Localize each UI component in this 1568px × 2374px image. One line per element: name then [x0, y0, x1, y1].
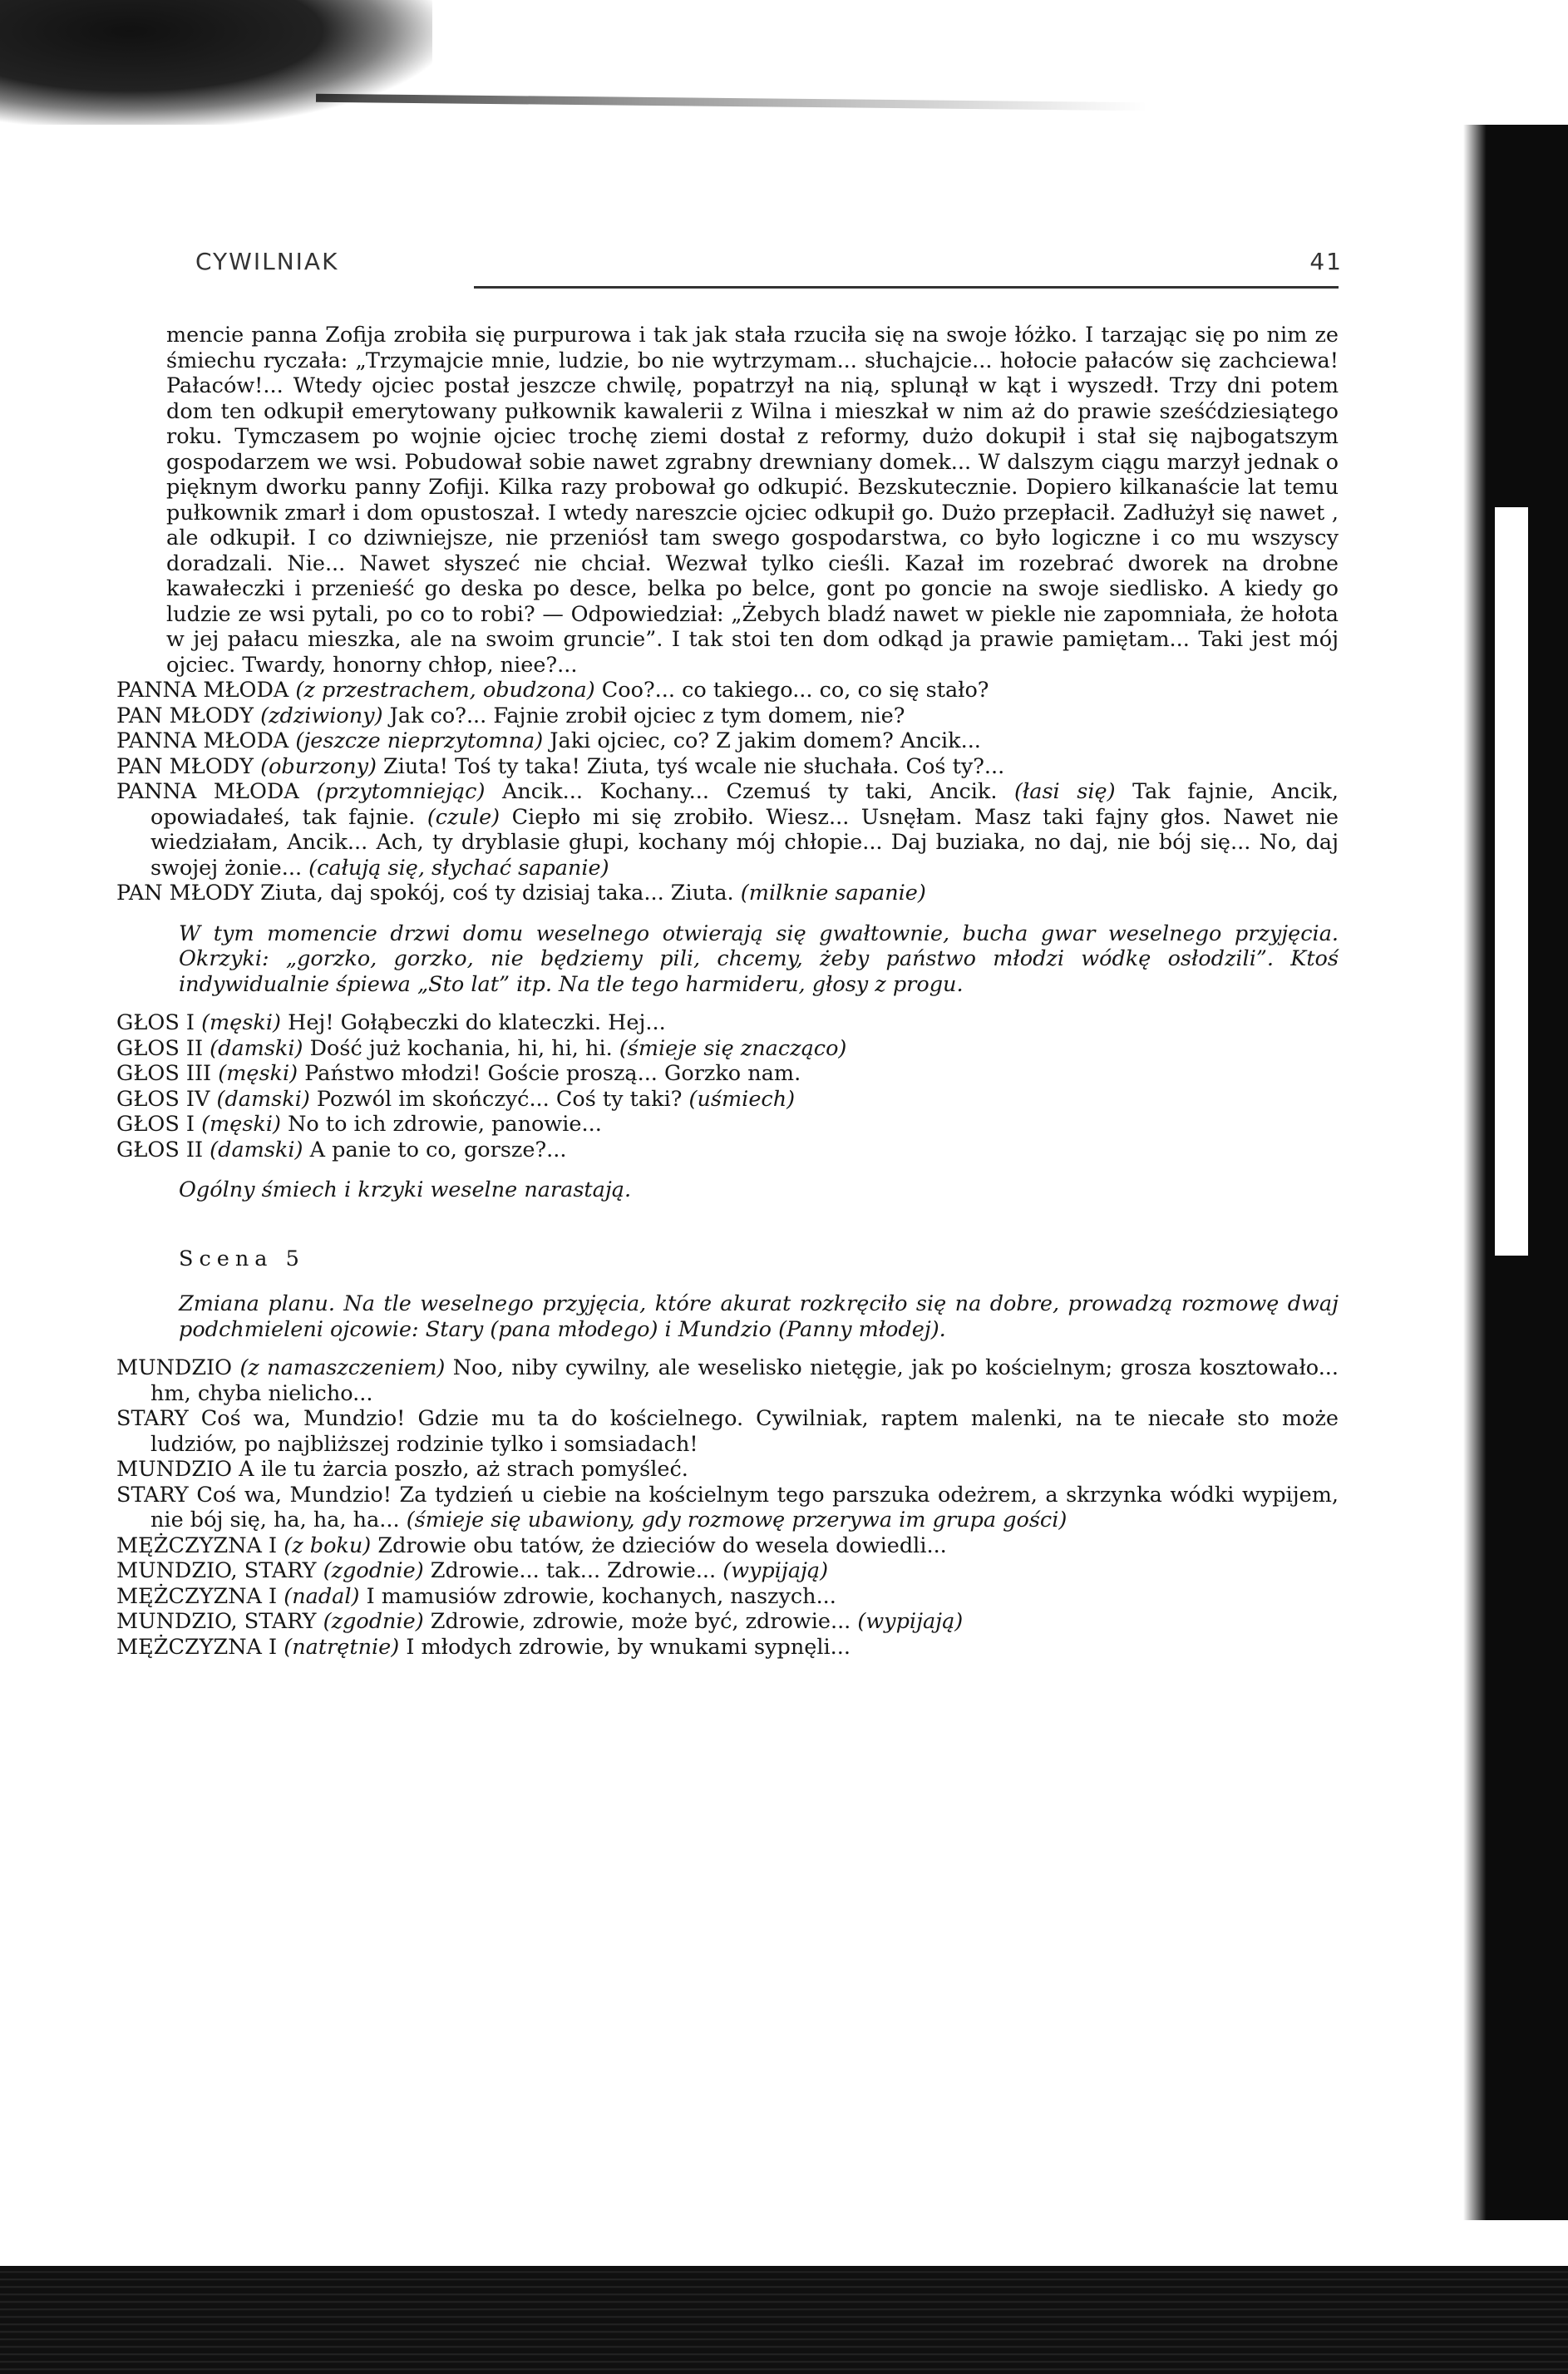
speaker-note: (czule) [427, 804, 500, 830]
speech-text: I młodych zdrowie, by wnukami sypnęli... [406, 1634, 851, 1660]
running-title: CYWILNIAK [195, 248, 339, 275]
speech-line [116, 1355, 1339, 1406]
speaker-note: (zdziwiony) [260, 703, 383, 728]
speaker-name: PAN MŁODY [116, 753, 254, 779]
speaker-note: (damski) [210, 1137, 303, 1162]
speaker-note: (śmieje się znacząco) [619, 1035, 847, 1061]
scan-right-edge [1463, 125, 1568, 2220]
speech-text: Hej! Gołąbeczki do klateczki. Hej... [288, 1010, 666, 1035]
speaker-name: PAN MŁODY [116, 881, 254, 906]
speaker-note: (natrętnie) [284, 1634, 400, 1660]
speaker-note: (męski) [218, 1061, 298, 1086]
speaker-name: PANNA MŁODA [116, 779, 299, 804]
speech-line [116, 1533, 1339, 1559]
speaker-note: (wypijają) [722, 1558, 829, 1583]
speech-text: Coś wa, Mundzio! Za tydzień u ciebie na kościelnym tego parszuka odeżrem, a skrzynka wódki wypijem, nie bój się, ha, ha, ha... [150, 1482, 1339, 1532]
speaker-name: MUNDZIO, STARY [116, 1558, 317, 1583]
stage-direction: W tym momencie drzwi domu weselnego otwierają się gwałtownie, bucha gwar weselnego przyjęcia. Okrzyki: „gorzko, gorzko, nie będziemy pili, chcemy, żeby państwo młodzi wódkę osłodzili”. Ktoś indywidualnie śpiewa „Sto lat” itp. Na tle tego harmideru, głosy z progu. [179, 920, 1339, 997]
speaker-name: STARY [116, 1406, 189, 1431]
speaker-note: (zgodnie) [323, 1609, 424, 1634]
speaker-note: (męski) [201, 1010, 281, 1035]
speaker-note: (oburzony) [260, 753, 377, 779]
speaker-note: (milknie sapanie) [740, 881, 926, 906]
speech-text: Ciepło mi się zrobiło. Wiesz... Usnęłam. Masz taki fajny głos. Nawet nie wiedziałam, Ancik... Ach, ty dryblasie głupi, kochany mój chłopie... Daj buziaka, no daj, nie bój się... No, daj swojej żonie... [150, 804, 1339, 881]
speech-line [116, 881, 1339, 906]
speaker-note: (męski) [201, 1112, 281, 1137]
speaker-name: GŁOS IV [116, 1086, 210, 1112]
speech-line [116, 1609, 1339, 1635]
speech-line [116, 1112, 1339, 1138]
scan-right-gap [1495, 507, 1528, 1256]
speaker-note: (jeszcze nieprzytomna) [295, 728, 544, 753]
scan-blot [0, 0, 432, 125]
speech-line [116, 754, 1339, 780]
speech-text: Zdrowie... tak... Zdrowie... [423, 1558, 723, 1583]
speaker-note: (damski) [210, 1035, 303, 1061]
speech-text: Ziuta! Toś ty taka! Ziuta, tyś wcale nie słuchała. Coś ty?... [383, 753, 1005, 779]
speech-line [116, 1406, 1339, 1457]
page-number: 41 [1309, 248, 1343, 275]
speech-line [116, 1036, 1339, 1062]
speaker-note: (łasi się) [1014, 779, 1116, 804]
speech-text: A ile tu żarcia poszło, aż strach pomyśleć. [239, 1457, 688, 1482]
scan-streak [316, 94, 1147, 111]
speech-line [116, 779, 1339, 881]
speech-text: Coo?... co takiego... co, co się stało? [601, 678, 989, 703]
page-header [195, 248, 1343, 274]
speech-text: Państwo młodzi! Goście proszą... Gorzko nam. [304, 1061, 801, 1086]
speaker-note: (damski) [216, 1086, 310, 1112]
speech-text: A panie to co, gorsze?... [309, 1137, 567, 1162]
speaker-note: (uśmiech) [688, 1086, 796, 1112]
page-text [116, 323, 1339, 1660]
speech-text: Pozwól im skończyć... Coś ty taki? [309, 1086, 689, 1112]
speaker-note: (z przestrachem, obudzona) [295, 678, 595, 703]
speaker-note: (zgodnie) [323, 1558, 424, 1583]
stage-direction: Zmiana planu. Na tle weselnego przyjęcia, które akurat rozkręciło się na dobre, prowadzą rozmowę dwaj podchmieleni ojcowie: Stary (pana młodego) i Mundzio (Panny młodej). [179, 1291, 1339, 1342]
speech-text: Ziuta, daj spokój, coś ty dzisiaj taka... Ziuta. [260, 881, 741, 906]
speech-line [116, 1138, 1339, 1163]
speaker-name: MĘŻCZYZNA I [116, 1634, 278, 1660]
speaker-name: PAN MŁODY [116, 703, 254, 728]
header-rule [474, 286, 1339, 289]
speaker-name: MUNDZIO [116, 1355, 233, 1380]
speech-line [116, 703, 1339, 729]
speech-text: No to ich zdrowie, panowie... [288, 1112, 602, 1137]
speaker-note: (przytomniejąc) [316, 779, 486, 804]
speech-text: I mamusiów zdrowie, kochanych, naszych... [366, 1583, 836, 1609]
speech-line [116, 728, 1339, 754]
speaker-name: GŁOS I [116, 1010, 195, 1035]
speech-line [116, 1010, 1339, 1036]
speech-text: Coś wa, Mundzio! Gdzie mu ta do kościelnego. Cywilniak, raptem malenki, na te niecałe sto może ludziów, po najbliższej rodzinie tylko i somsiadach! [150, 1406, 1339, 1457]
speaker-name: GŁOS II [116, 1035, 204, 1061]
speech-line [116, 678, 1339, 703]
speech-line [116, 1457, 1339, 1483]
speaker-name: STARY [116, 1482, 189, 1508]
speaker-name: GŁOS I [116, 1112, 195, 1137]
speaker-note: (z namaszczeniem) [239, 1355, 446, 1380]
speech-text: Zdrowie, zdrowie, może być, zdrowie... [423, 1609, 858, 1634]
speech-line [116, 1635, 1339, 1661]
speech-text: Zdrowie obu tatów, że dzieciów do wesela dowiedli... [377, 1532, 947, 1558]
speaker-note: (wypijają) [857, 1609, 964, 1634]
speaker-name: GŁOS II [116, 1137, 204, 1162]
speech-line [116, 1558, 1339, 1584]
speaker-note: (śmieje się ubawiony, gdy rozmowę przerywa im grupa gości) [406, 1508, 1068, 1532]
speech-line [116, 1087, 1339, 1113]
speaker-name: GŁOS III [116, 1061, 212, 1086]
speaker-note: (z boku) [284, 1532, 372, 1558]
speaker-name: MĘŻCZYZNA I [116, 1532, 278, 1558]
scene-heading: Scena 5 [179, 1246, 305, 1271]
speaker-note: (całują się, słychać sapanie) [308, 855, 609, 881]
speech-text: Noo, niby cywilny, ale weselisko nietęgie, jak po kościelnym; grosza kosztowało... hm, chyba nielicho... [150, 1355, 1339, 1406]
scan-bottom-edge [0, 2266, 1568, 2374]
speech-text: Dość już kochania, hi, hi, hi. [303, 1035, 619, 1061]
speech-text: Jaki ojciec, co? Z jakim domem? Ancik... [550, 728, 981, 753]
speaker-note: (nadal) [284, 1583, 360, 1609]
speech-line [116, 1483, 1339, 1533]
speech-line [116, 1584, 1339, 1610]
speech-line [116, 1061, 1339, 1087]
stage-direction: Ogólny śmiech i krzyki weselne narastają. [179, 1177, 632, 1202]
speech-text: Ancik... Kochany... Czemuś ty taki, Ancik. [485, 779, 1015, 804]
speaker-name: PANNA MŁODA [116, 678, 289, 703]
scan-top-edge [0, 0, 1568, 154]
prose-paragraph: mencie panna Zofija zrobiła się purpurowa i tak jak stała rzuciła się na swoje łóżko. I tarzając się po nim ze śmiechu ryczała: „Trzymajcie mnie, ludzie, bo nie wytrzymam... słuchajcie... hołocie pałaców się zachciewa! Pałaców!... Wtedy ojciec postał jeszcze chwilę, popatrzył na nią, splunął w kąt i wyszedł. Trzy dni potem dom ten odkupił emerytowany pułkownik kawalerii z Wilna i mieszkał w nim aż do prawie sześćdziesiątego roku. Tymczasem po wojnie ojciec trochę ziemi dostał z reformy, dużo dokupił i stał się najbogatszym gospodarzem we wsi. Pobudował sobie nawet zgrabny drewniany domek... W dalszym ciągu marzył jednak o pięknym dworku panny Zofiji. Kilka razy probował go odkupić. Bezskutecznie. Dopiero kilkanaście lat temu pułkownik zmarł i dom opustoszał. I wtedy nareszcie ojciec odkupił go. Dużo przepłacił. Zadłużył się nawet , ale odkupił. I co dziwniejsze, nie przeniósł tam swego gospodarstwa, co było logiczne i co mu wszyscy doradzali. Nie... Nawet słyszeć nie chciał. Wezwał tylko cieśli. Kazał im rozebrać dworek na drobne kawałeczki i przenieść go deska po desce, belka po belce, gont po goncie na swoje siedlisko. A kiedy go ludzie ze wsi pytali, po co to robi? — Odpowiedział: „Żebych bladź nawet w piekle nie zapomniała, że hołota w jej pałacu mieszka, ale na swoim gruncie”. I tak stoi ten dom odkąd ja prawie pamiętam... Taki jest mój ojciec. Twardy, honorny chłop, niee?... [166, 323, 1339, 678]
speaker-name: PANNA MŁODA [116, 728, 289, 753]
speech-text: Jak co?... Fajnie zrobił ojciec z tym domem, nie? [389, 703, 905, 728]
speech-text: Tak fajnie, Ancik, opowiadałeś, tak fajnie. [150, 779, 1339, 830]
speaker-name: MUNDZIO, STARY [116, 1609, 317, 1634]
speaker-name: MUNDZIO [116, 1457, 233, 1482]
speaker-name: MĘŻCZYZNA I [116, 1583, 278, 1609]
